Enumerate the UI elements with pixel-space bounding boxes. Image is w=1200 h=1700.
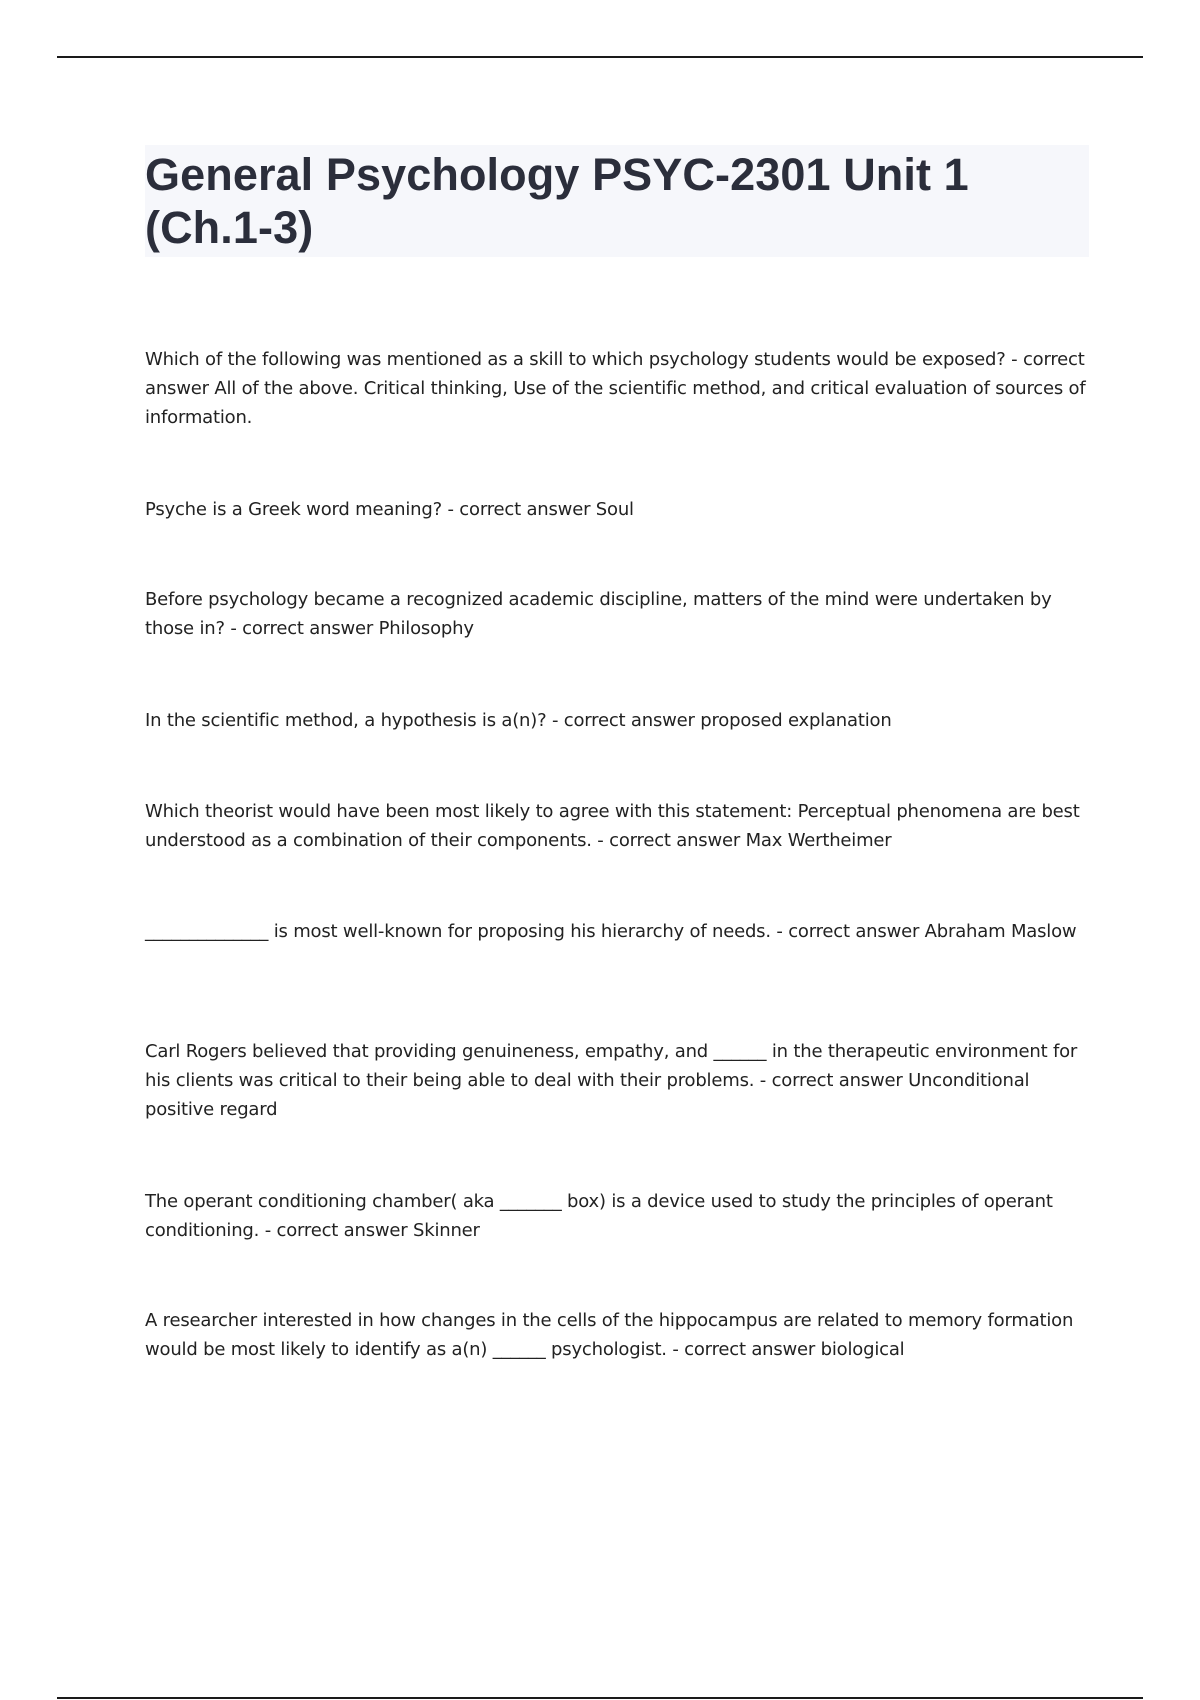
- qa-item: Psyche is a Greek word meaning? - correct answer Soul: [145, 499, 634, 520]
- bottom-rule: [57, 1697, 1143, 1699]
- title-banner: [145, 145, 1089, 257]
- qa-item: Which theorist would have been most likely to agree with this statement: Perceptual phenomena are best understood as a combination of their components. - correct answer Max Wertheimer: [145, 801, 1080, 851]
- document-content: [145, 145, 1089, 1360]
- page-title: General Psychology PSYC-2301 Unit 1 (Ch.1-3): [145, 149, 969, 253]
- qa-item: ______________ is most well-known for proposing his hierarchy of needs. - correct answer Abraham Maslow: [145, 921, 1077, 942]
- qa-item: A researcher interested in how changes in the cells of the hippocampus are related to memory formation would be most likely to identify as a(n) ______ psychologist. - correct answer biological: [145, 1310, 1074, 1360]
- qa-item: Before psychology became a recognized academic discipline, matters of the mind were undertaken by those in? - correct answer Philosophy: [145, 589, 1052, 639]
- qa-item: Carl Rogers believed that providing genuineness, empathy, and ______ in the therapeutic environment for his clients was critical to their being able to deal with their problems. - correct answer Unconditional positive regard: [145, 1041, 1078, 1120]
- qa-item: The operant conditioning chamber( aka _______ box) is a device used to study the principles of operant conditioning. - correct answer Skinner: [145, 1191, 1053, 1241]
- top-rule: [57, 56, 1143, 58]
- qa-item: Which of the following was mentioned as a skill to which psychology students would be exposed? - correct answer All of the above. Critical thinking, Use of the scientific method, and critical evaluation of sources of information.: [145, 349, 1086, 428]
- qa-item: In the scientific method, a hypothesis is a(n)? - correct answer proposed explanation: [145, 710, 892, 731]
